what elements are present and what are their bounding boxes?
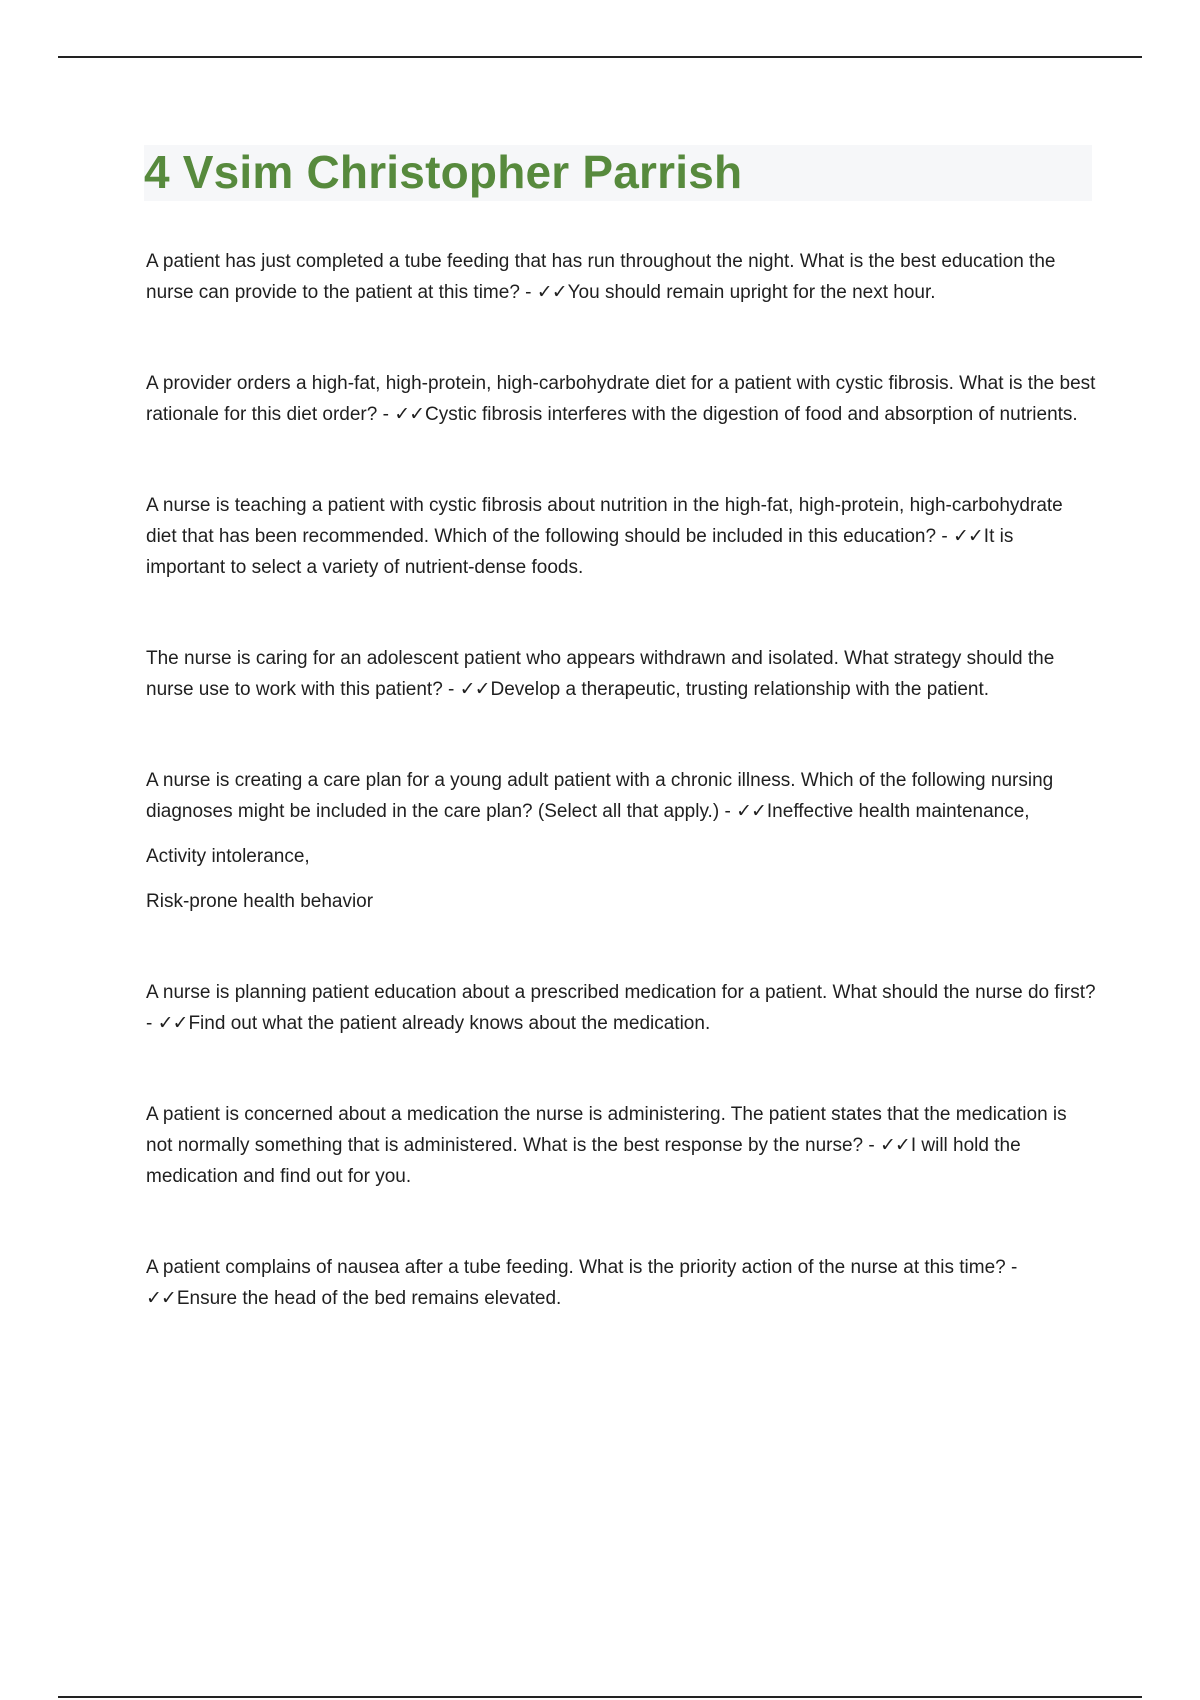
- qa-text: [146, 977, 1096, 1039]
- answer-text: You should remain upright for the next hour.: [567, 282, 936, 303]
- qa-item: [146, 490, 1096, 583]
- answer-text: I will hold the medication and find out for you.: [146, 1135, 1021, 1187]
- question-text: A nurse is teaching a patient with cystic fibrosis about nutrition in the high-fat, high-protein, high-carbohydrate diet that has been recommended. Which of the following should be included in this education? -: [146, 495, 1063, 547]
- qa-item: [146, 977, 1096, 1039]
- answer-text: It is important to select a variety of nutrient-dense foods.: [146, 526, 1014, 578]
- question-text: A patient has just completed a tube feeding that has run throughout the night. What is the best education the nurse can provide to the patient at this time? -: [146, 251, 1056, 303]
- answer-text: Ineffective health maintenance,: [766, 801, 1030, 822]
- answer-text: Find out what the patient already knows about the medication.: [188, 1013, 711, 1034]
- qa-item: [146, 765, 1096, 917]
- double-check-icon: ✓✓: [157, 1013, 188, 1034]
- qa-list: [146, 246, 1096, 1374]
- double-check-icon: ✓✓: [952, 526, 983, 547]
- double-check-icon: ✓✓: [459, 679, 490, 700]
- double-check-icon: ✓✓: [536, 282, 567, 303]
- qa-item: [146, 246, 1096, 308]
- question-text: A nurse is creating a care plan for a young adult patient with a chronic illness. Which of the following nursing diagnoses might be included in the care plan? (Select all that apply.) -: [146, 770, 1054, 822]
- question-text: The nurse is caring for an adolescent patient who appears withdrawn and isolated. What strategy should the nurse use to work with this patient? -: [146, 648, 1055, 700]
- document-title: 4 Vsim Christopher Parrish: [144, 146, 743, 198]
- qa-text: [146, 368, 1096, 430]
- qa-item: [146, 643, 1096, 705]
- answer-continuation: Activity intolerance,: [146, 846, 310, 867]
- double-check-icon: ✓✓: [879, 1135, 910, 1156]
- answer-text: Ensure the head of the bed remains elevated.: [176, 1288, 562, 1309]
- question-text: A patient is concerned about a medication the nurse is administering. The patient states that the medication is not normally something that is administered. What is the best response by the nurse? -: [146, 1104, 1067, 1156]
- double-check-icon: ✓✓: [394, 404, 425, 425]
- qa-text: [146, 246, 1096, 308]
- question-text: A nurse is planning patient education about a prescribed medication for a patient. What should the nurse do first? -: [146, 982, 1096, 1034]
- qa-item: [146, 1252, 1096, 1314]
- bottom-divider: [58, 1696, 1142, 1698]
- question-text: A provider orders a high-fat, high-protein, high-carbohydrate diet for a patient with cystic fibrosis. What is the best rationale for this diet order? -: [146, 373, 1096, 425]
- top-divider: [58, 56, 1142, 58]
- question-text: A patient complains of nausea after a tube feeding. What is the priority action of the nurse at this time? -: [146, 1257, 1018, 1278]
- qa-text: [146, 490, 1096, 583]
- qa-item: [146, 1099, 1096, 1192]
- answer-continuation: Risk-prone health behavior: [146, 891, 374, 912]
- qa-text: [146, 765, 1096, 827]
- answer-text: Cystic fibrosis interferes with the digestion of food and absorption of nutrients.: [425, 404, 1078, 425]
- double-check-icon: ✓✓: [146, 1288, 176, 1309]
- qa-item: [146, 368, 1096, 430]
- qa-text: [146, 1252, 1096, 1314]
- qa-text: [146, 643, 1096, 705]
- answer-text: Develop a therapeutic, trusting relationship with the patient.: [490, 679, 990, 700]
- qa-text: [146, 1099, 1096, 1192]
- double-check-icon: ✓✓: [736, 801, 766, 822]
